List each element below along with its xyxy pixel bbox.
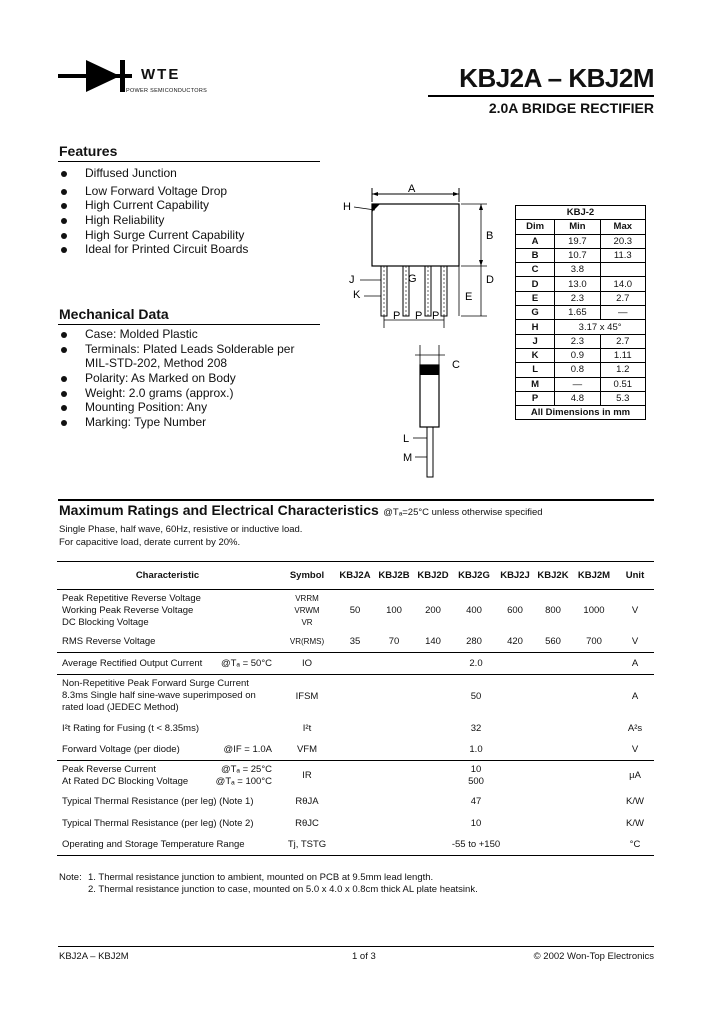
cell-value: -55 to +150 bbox=[451, 839, 501, 851]
features-title: Features bbox=[59, 143, 118, 159]
dim-cell: 2.3 bbox=[555, 291, 600, 305]
table-row bbox=[516, 306, 646, 320]
cell-text: IO bbox=[301, 658, 313, 669]
dim-cell: E bbox=[516, 291, 555, 305]
column-header: Characteristic bbox=[135, 570, 200, 581]
dim-cell: J bbox=[516, 334, 555, 348]
footer-page: 1 of 3 bbox=[352, 951, 376, 962]
cell-value: 32 bbox=[470, 722, 482, 734]
cell-value: °C bbox=[629, 839, 641, 851]
column-header: KBJ2K bbox=[537, 570, 569, 581]
cell-text: Typical Thermal Resistance (per leg) (Note 2) bbox=[62, 818, 254, 829]
table-row bbox=[516, 248, 646, 262]
mechanical-title: Mechanical Data bbox=[59, 306, 169, 322]
cell-text: @Tₐ = 25°C bbox=[220, 763, 272, 775]
list-item: Ideal for Printed Circuit Boards bbox=[58, 242, 248, 257]
cell-text: Operating and Storage Temperature Range bbox=[62, 839, 245, 851]
part-number: KBJ2A – KBJ2M bbox=[459, 63, 654, 93]
list-item: Low Forward Voltage Drop bbox=[58, 184, 248, 199]
dimension-table bbox=[515, 205, 646, 420]
column-header: KBJ2G bbox=[458, 570, 490, 581]
label-e: E bbox=[465, 291, 473, 303]
cell-value: µA bbox=[629, 770, 641, 782]
column-header: KBJ2A bbox=[339, 570, 371, 581]
dim-cell: 11.3 bbox=[600, 248, 645, 262]
label-c: C bbox=[452, 359, 460, 371]
label-d: D bbox=[486, 274, 494, 286]
dim-cell: 0.8 bbox=[555, 363, 600, 377]
column-header: KBJ2J bbox=[500, 570, 530, 581]
table-row bbox=[57, 791, 654, 813]
dim-cell: L bbox=[516, 363, 555, 377]
table-row bbox=[516, 391, 646, 405]
dim-cell: P bbox=[516, 391, 555, 405]
dim-cell: 3.17 x 45° bbox=[555, 320, 646, 334]
cell-value: 70 bbox=[388, 636, 400, 648]
cell-text: @Tₐ = 50°C bbox=[220, 658, 272, 669]
cell-value: A bbox=[631, 658, 639, 669]
list-item: Diffused Junction bbox=[58, 166, 248, 181]
cell-value: 50 bbox=[349, 605, 361, 617]
table-row bbox=[516, 363, 646, 377]
dim-cell bbox=[600, 263, 645, 277]
table-row bbox=[57, 675, 654, 718]
label-a: A bbox=[408, 183, 416, 195]
ratings-note-2: For capacitive load, derate current by 20%. bbox=[59, 537, 241, 548]
list-item: Weight: 2.0 grams (approx.) bbox=[58, 386, 294, 401]
list-item: High Surge Current Capability bbox=[58, 228, 248, 243]
cell-value: K/W bbox=[626, 818, 644, 829]
list-item: Polarity: As Marked on Body bbox=[58, 371, 294, 386]
logo-tagline: POWER SEMICONDUCTORS bbox=[126, 88, 208, 94]
cell-value: V bbox=[631, 636, 639, 648]
label-b: B bbox=[486, 230, 494, 242]
cell-text: VFM bbox=[296, 743, 318, 755]
dim-header: Max bbox=[600, 220, 645, 234]
mechanical-list bbox=[58, 327, 294, 430]
cell-text: Non-Repetitive Peak Forward Surge Current bbox=[62, 678, 249, 690]
cell-text: VR bbox=[301, 617, 313, 627]
ratings-rule bbox=[58, 499, 654, 501]
features-rule bbox=[58, 161, 320, 162]
cell-value: A²s bbox=[627, 722, 643, 734]
label-l: L bbox=[403, 433, 410, 445]
table-row bbox=[516, 334, 646, 348]
table-row bbox=[57, 761, 654, 791]
list-item: MIL-STD-202, Method 208 bbox=[85, 356, 228, 371]
cell-value: 100 bbox=[386, 605, 402, 617]
dim-footer: All Dimensions in mm bbox=[516, 406, 646, 420]
cell-value: 800 bbox=[545, 605, 561, 617]
dim-cell: 10.7 bbox=[555, 248, 600, 262]
dim-cell: 2.3 bbox=[555, 334, 600, 348]
cell-text: VRWM bbox=[294, 605, 320, 615]
footer-rule bbox=[58, 946, 654, 947]
logo-diode-bar bbox=[120, 60, 125, 92]
list-item: Case: Molded Plastic bbox=[58, 327, 294, 342]
logo-diode-triangle bbox=[86, 60, 120, 92]
cell-value: 1000 bbox=[583, 605, 605, 617]
dim-cell: 2.7 bbox=[600, 291, 645, 305]
cell-value: 500 bbox=[468, 775, 484, 787]
cell-value: 50 bbox=[470, 690, 482, 702]
label-g: G bbox=[408, 273, 417, 285]
cell-text: I²t bbox=[302, 722, 312, 734]
table-row bbox=[57, 632, 654, 653]
table-row bbox=[516, 234, 646, 248]
cell-text: RθJA bbox=[295, 796, 319, 807]
table-row bbox=[57, 835, 654, 856]
label-h: H bbox=[343, 201, 351, 213]
dim-cell: C bbox=[516, 263, 555, 277]
ratings-heading bbox=[59, 502, 543, 520]
cell-text: IR bbox=[302, 770, 312, 782]
mechanical-rule bbox=[58, 324, 320, 325]
dim-cell: H bbox=[516, 320, 555, 334]
cell-value: 10 bbox=[470, 763, 482, 775]
label-p: P bbox=[432, 310, 440, 322]
cell-text: IFSM bbox=[295, 690, 319, 702]
dim-cell: 2.7 bbox=[600, 334, 645, 348]
cell-text: Tj, TSTG bbox=[287, 839, 327, 851]
cell-value: 280 bbox=[466, 636, 482, 648]
table-row bbox=[516, 320, 646, 334]
cell-value: 420 bbox=[507, 636, 523, 648]
table-row bbox=[57, 718, 654, 739]
cell-value: 140 bbox=[425, 636, 441, 648]
cell-text: Forward Voltage (per diode) bbox=[62, 743, 180, 755]
cell-text: @Tₐ = 100°C bbox=[215, 775, 272, 787]
table-row bbox=[57, 813, 654, 835]
cell-value: 200 bbox=[425, 605, 441, 617]
cell-value: 600 bbox=[507, 605, 523, 617]
dim-cell: B bbox=[516, 248, 555, 262]
list-item: Mounting Position: Any bbox=[58, 400, 294, 415]
cell-value: 700 bbox=[586, 636, 602, 648]
cell-text: VRRM bbox=[295, 593, 319, 603]
cell-text: Working Peak Reverse Voltage bbox=[62, 604, 194, 616]
features-list bbox=[58, 166, 248, 257]
table-row bbox=[516, 277, 646, 291]
cell-value: 1.0 bbox=[469, 743, 483, 755]
list-item: Terminals: Plated Leads Solderable per bbox=[58, 342, 294, 357]
dim-header: Min bbox=[555, 220, 600, 234]
cell-value: 35 bbox=[349, 636, 361, 648]
dim-cell: 20.3 bbox=[600, 234, 645, 248]
table-row bbox=[516, 263, 646, 277]
dim-cell: 1.11 bbox=[600, 348, 645, 362]
cell-value: A bbox=[631, 690, 639, 702]
cell-text: VR(RMS) bbox=[289, 637, 325, 647]
dim-cell: 4.8 bbox=[555, 391, 600, 405]
logo-text: WTE bbox=[141, 66, 181, 83]
dim-cell: 3.8 bbox=[555, 263, 600, 277]
dim-cell: 0.51 bbox=[600, 377, 645, 391]
dim-header: Dim bbox=[516, 220, 555, 234]
dim-cell: A bbox=[516, 234, 555, 248]
cell-text: Typical Thermal Resistance (per leg) (Note 1) bbox=[62, 796, 254, 807]
note-2: 2. Thermal resistance junction to case, mounted on 5.0 x 4.0 x 0.8cm thick AL plate heatsink. bbox=[88, 884, 478, 895]
cell-text: Peak Repetitive Reverse Voltage bbox=[62, 592, 201, 604]
cell-text: rated load (JEDEC Method) bbox=[62, 702, 179, 714]
dim-cell: K bbox=[516, 348, 555, 362]
ratings-condition: @Tₐ=25°C unless otherwise specified bbox=[383, 507, 543, 518]
dim-cell: 1.65 bbox=[555, 306, 600, 320]
table-row bbox=[57, 590, 654, 632]
note-1: 1. Thermal resistance junction to ambient, mounted on PCB at 9.5mm lead length. bbox=[88, 872, 434, 883]
cell-text: I²t Rating for Fusing (t < 8.35ms) bbox=[62, 722, 200, 734]
table-header-row bbox=[57, 562, 654, 590]
cell-value: 560 bbox=[545, 636, 561, 648]
cell-value: 47 bbox=[470, 796, 482, 807]
notes-label: Note: bbox=[59, 872, 82, 883]
label-p: P bbox=[415, 310, 423, 322]
cell-value: V bbox=[631, 605, 639, 617]
table-row bbox=[516, 377, 646, 391]
cell-text: DC Blocking Voltage bbox=[62, 616, 149, 628]
table-row bbox=[516, 291, 646, 305]
package-drawing bbox=[335, 180, 505, 480]
dim-cell: M bbox=[516, 377, 555, 391]
cell-text: Average Rectified Output Current bbox=[62, 658, 203, 669]
ratings-title: Maximum Ratings and Electrical Characteristics bbox=[59, 502, 379, 518]
footer-copyright: © 2002 Won-Top Electronics bbox=[533, 951, 654, 962]
list-item: High Current Capability bbox=[58, 198, 248, 213]
cell-text: @IF = 1.0A bbox=[223, 743, 272, 755]
cell-value: K/W bbox=[626, 796, 644, 807]
dim-cell: G bbox=[516, 306, 555, 320]
label-m: M bbox=[403, 452, 413, 464]
list-item: Marking: Type Number bbox=[58, 415, 294, 430]
cell-text: At Rated DC Blocking Voltage bbox=[62, 775, 189, 787]
dim-cell: 19.7 bbox=[555, 234, 600, 248]
cell-value: 10 bbox=[470, 818, 482, 829]
table-row bbox=[516, 348, 646, 362]
label-p: P bbox=[393, 310, 401, 322]
dim-cell: — bbox=[555, 377, 600, 391]
dim-cell: — bbox=[600, 306, 645, 320]
column-header: KBJ2B bbox=[378, 570, 410, 581]
column-header: KBJ2D bbox=[417, 570, 449, 581]
dim-cell: D bbox=[516, 277, 555, 291]
cell-text: 8.3ms Single half sine-wave superimposed on bbox=[62, 690, 256, 702]
cell-text: RθJC bbox=[295, 818, 319, 829]
dim-cell: 14.0 bbox=[600, 277, 645, 291]
table-row bbox=[57, 739, 654, 761]
dim-cell: 5.3 bbox=[600, 391, 645, 405]
package-body bbox=[372, 204, 459, 266]
footer-left: KBJ2A – KBJ2M bbox=[59, 951, 129, 962]
list-item: High Reliability bbox=[58, 213, 248, 228]
column-header: Symbol bbox=[289, 570, 325, 581]
cell-text: RMS Reverse Voltage bbox=[62, 636, 156, 648]
cell-text: Peak Reverse Current bbox=[62, 763, 156, 775]
dim-table-title: KBJ-2 bbox=[516, 206, 646, 220]
table-row bbox=[57, 653, 654, 675]
column-header: KBJ2M bbox=[577, 570, 611, 581]
dim-cell: 13.0 bbox=[555, 277, 600, 291]
subtitle: 2.0A BRIDGE RECTIFIER bbox=[488, 100, 654, 116]
cell-value: 400 bbox=[466, 605, 482, 617]
header-rule bbox=[428, 95, 654, 97]
dim-cell: 1.2 bbox=[600, 363, 645, 377]
column-header: Unit bbox=[625, 570, 645, 581]
label-k: K bbox=[353, 289, 361, 301]
cell-value: 2.0 bbox=[469, 658, 483, 669]
ratings-note-1: Single Phase, half wave, 60Hz, resistive or inductive load. bbox=[59, 524, 303, 535]
ratings-table bbox=[57, 561, 654, 856]
cell-value: V bbox=[631, 743, 639, 755]
dim-cell: 0.9 bbox=[555, 348, 600, 362]
label-j: J bbox=[349, 274, 355, 286]
